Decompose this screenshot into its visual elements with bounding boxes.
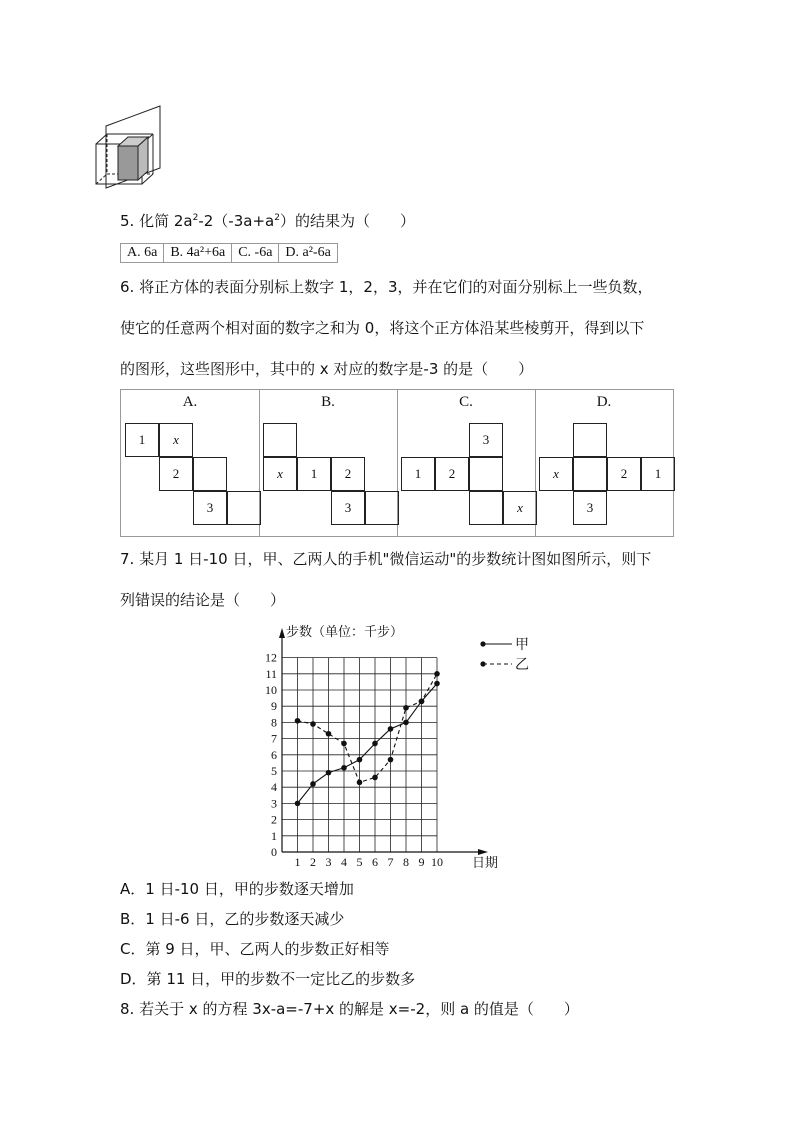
net-face (469, 457, 503, 491)
net-face (469, 491, 503, 525)
legend-label: 乙 (515, 657, 529, 673)
y-tick-label: 1 (271, 828, 277, 843)
question-6-line-1: 6. 将正方体的表面分别标上数字 1，2，3，并在它们的对面分别标上一些负数， (120, 278, 653, 296)
series-1-point (295, 801, 301, 807)
series-1-point (341, 765, 347, 771)
net-face: 1 (125, 423, 159, 457)
option-a[interactable]: A. 6a (121, 244, 164, 262)
y-tick-label: 2 (271, 812, 277, 827)
net-face: 3 (469, 423, 503, 457)
question-5-options (120, 243, 338, 263)
net-face: 2 (159, 457, 193, 491)
x-tick-label: 7 (387, 855, 394, 869)
net-face: 2 (331, 457, 365, 491)
series-1-point (310, 781, 316, 787)
y-axis-label: 步数（单位：千步） (286, 625, 404, 640)
series-2-point (357, 780, 363, 786)
y-tick-label: 7 (271, 731, 277, 746)
series-1-point (434, 681, 440, 687)
y-tick-label: 9 (271, 699, 277, 714)
net-option-label: A. (182, 394, 198, 410)
y-axis-arrow (279, 628, 285, 638)
net-option-a[interactable] (121, 390, 260, 536)
net-face: 1 (297, 457, 331, 491)
net-face: 3 (331, 491, 365, 525)
series-2-point (341, 741, 347, 747)
question-7-line-1: 7. 某月 1 日-10 日，甲、乙两人的手机"微信运动"的步数统计图如图所示，则下 (120, 550, 652, 568)
x-tick-label: 10 (431, 855, 443, 869)
cube-nets-table (120, 389, 674, 537)
cube-cut-figure (90, 104, 170, 190)
legend-label: 甲 (515, 637, 529, 653)
series-2-point (388, 757, 394, 763)
net-face: 3 (193, 491, 227, 525)
net-face (365, 491, 399, 525)
net-face (573, 423, 607, 457)
net-face: x (159, 423, 193, 457)
y-tick-label: 11 (265, 666, 277, 681)
question-7-option-c[interactable]: C．第 9 日，甲、乙两人的步数正好相等 (120, 940, 390, 958)
x-tick-label: 6 (372, 855, 378, 869)
net-face: x (503, 491, 537, 525)
series-2-point (372, 775, 378, 781)
series-2-point (434, 671, 440, 677)
option-d[interactable]: D. a²-6a (285, 245, 331, 260)
series-2-point (419, 699, 425, 705)
net-face: 1 (401, 457, 435, 491)
net-face (227, 491, 261, 525)
series-1-point (357, 757, 363, 763)
series-1-point (372, 741, 378, 747)
x-tick-label: 3 (325, 855, 332, 869)
net-face (193, 457, 227, 491)
y-tick-label: 6 (271, 747, 277, 762)
x-tick-label: 4 (341, 855, 347, 869)
y-tick-label: 4 (271, 780, 277, 795)
net-face: x (539, 457, 573, 491)
question-7-option-d[interactable]: D．第 11 日，甲的步数不一定比乙的步数多 (120, 970, 416, 988)
net-face (573, 457, 607, 491)
y-tick-label: 0 (271, 845, 277, 859)
net-face (263, 423, 297, 457)
net-face: 3 (573, 491, 607, 525)
y-tick-label: 12 (265, 650, 277, 665)
net-option-label: C. (459, 394, 473, 410)
net-face: 2 (435, 457, 469, 491)
series-2-point (310, 721, 316, 727)
x-tick-label: 2 (310, 855, 316, 869)
steps-line-chart (250, 620, 550, 870)
question-7-option-b[interactable]: B．1 日-6 日，乙的步数逐天减少 (120, 910, 345, 928)
series-1-point (403, 720, 409, 726)
y-tick-label: 10 (265, 683, 277, 697)
question-6-line-3: 的图形，这些图形中，其中的 x 对应的数字是-3 的是（ ） (120, 360, 534, 378)
question-7-line-2: 列错误的结论是（ ） (120, 591, 286, 609)
option-c[interactable]: C. -6a (232, 244, 279, 262)
question-7-option-a[interactable]: A．1 日-10 日，甲的步数逐天增加 (120, 880, 354, 898)
series-2-point (326, 731, 332, 737)
x-tick-label: 1 (294, 855, 301, 869)
series-1-point (326, 770, 332, 776)
option-b[interactable]: B. 4a²+6a (164, 244, 232, 262)
x-axis-label: 日期 (472, 856, 499, 870)
net-option-c[interactable] (397, 390, 536, 536)
x-tick-label: 9 (418, 855, 425, 869)
question-6-line-2: 使它的任意两个相对面的数字之和为 0，将这个正方体沿某些棱剪开，得到以下 (120, 319, 645, 337)
question-5: 5. 化简 $2a^2-2(-3a+a^2)$的结果为（ ） (120, 212, 415, 230)
series-2-point (403, 705, 409, 711)
series-line-1 (298, 684, 438, 804)
net-option-b[interactable] (259, 390, 398, 536)
net-face: x (263, 457, 297, 491)
x-tick-label: 8 (403, 855, 409, 869)
y-tick-label: 5 (271, 764, 277, 778)
net-face: 2 (607, 457, 641, 491)
y-tick-label: 8 (271, 715, 277, 730)
net-face: 1 (641, 457, 675, 491)
net-option-label: B. (321, 394, 335, 410)
net-option-label: D. (596, 394, 612, 410)
net-option-d[interactable] (535, 390, 673, 536)
x-tick-label: 5 (356, 855, 363, 869)
x-axis-arrow (478, 849, 488, 855)
series-2-point (295, 718, 301, 724)
question-8: 8. 若关于 x 的方程 3x-a=-7+x 的解是 x=-2，则 a 的值是（ ） (120, 1000, 579, 1018)
series-1-point (388, 726, 394, 732)
y-tick-label: 3 (271, 796, 277, 811)
